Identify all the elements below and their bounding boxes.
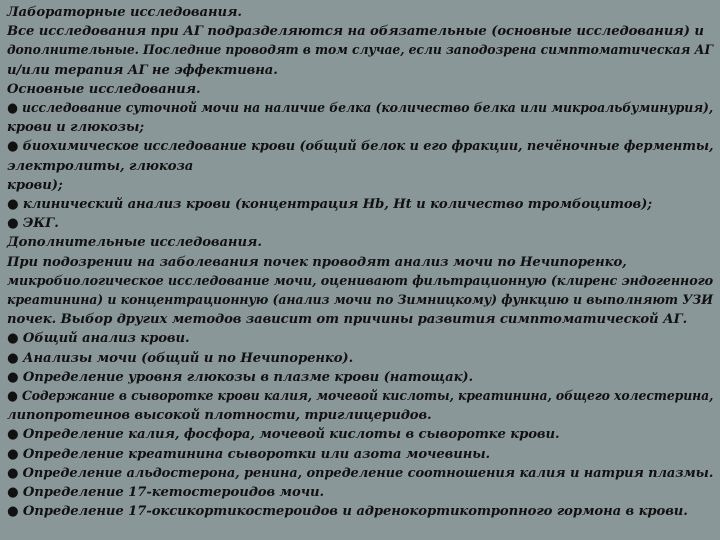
list-item: ● ЭКГ. xyxy=(7,216,59,232)
list-item: ● биохимическое исследование крови (общий белок и его фракции, печёночные ферменты, xyxy=(7,139,714,155)
text-line: Все исследования при АГ подразделяются на обязательные (основные исследования) и xyxy=(7,24,704,40)
section-heading-basic-tests: Основные исследования. xyxy=(7,81,201,97)
section-heading-additional-tests: Дополнительные исследования. xyxy=(7,235,262,251)
list-item-continuation: крови); xyxy=(7,177,63,193)
list-item-continuation: липопротеинов высокой плотности, триглицеридов. xyxy=(7,408,432,424)
section-heading-lab-tests: Лабораторные исследования. xyxy=(7,5,242,20)
list-item: ● Определение креатинина сыворотки или азота мочевины. xyxy=(7,446,491,462)
text-line: креатинина) и концентрационную (анализ мочи по Зимницкому) функцию и выполняют УЗИ xyxy=(7,293,713,309)
text-line: дополнительные. Последние проводят в том случае, если заподозрена симптоматическая АГ xyxy=(7,43,713,59)
list-item: ● Определение альдостерона, ренина, определение соотношения калия и натрия плазмы. xyxy=(7,465,714,481)
text-line: почек. Выбор других методов зависит от причины развития симптоматической АГ. xyxy=(7,312,688,328)
list-item: ● Общий анализ крови. xyxy=(7,331,190,347)
list-item: ● исследование суточной мочи на наличие белка (количество белка или микроальбуминурия), xyxy=(7,101,714,117)
list-item: ● Определение калия, фосфора, мочевой кислоты в сыворотке крови. xyxy=(7,427,560,443)
text-line: и/или терапия АГ не эффективна. xyxy=(7,62,278,78)
text-line: При подозрении на заболевания почек проводят анализ мочи по Нечипоренко, xyxy=(7,254,627,270)
list-item: ● Определение 17-оксикортикостероидов и адренокортикотропного гормона в крови. xyxy=(7,504,688,520)
list-item: ● Содержание в сыворотке крови калия, мочевой кислоты, креатинина, общего холестерина, xyxy=(7,389,714,405)
list-item: ● Определение 17-кетостероидов мочи. xyxy=(7,485,324,501)
text-line: микробиологическое исследование мочи, оценивают фильтрационную (клиренс эндогенного xyxy=(7,273,714,289)
list-item-continuation: крови и глюкозы; xyxy=(7,120,145,136)
list-item: ● клинический анализ крови (концентрация Hb, Ht и количество тромбоцитов); xyxy=(7,197,653,213)
list-item: ● Анализы мочи (общий и по Нечипоренко). xyxy=(7,350,354,366)
lab-tests-text xyxy=(7,3,713,521)
list-item-continuation: электролиты, глюкоза xyxy=(7,158,194,174)
list-item: ● Определение уровня глюкозы в плазме крови (натощак). xyxy=(7,369,474,385)
